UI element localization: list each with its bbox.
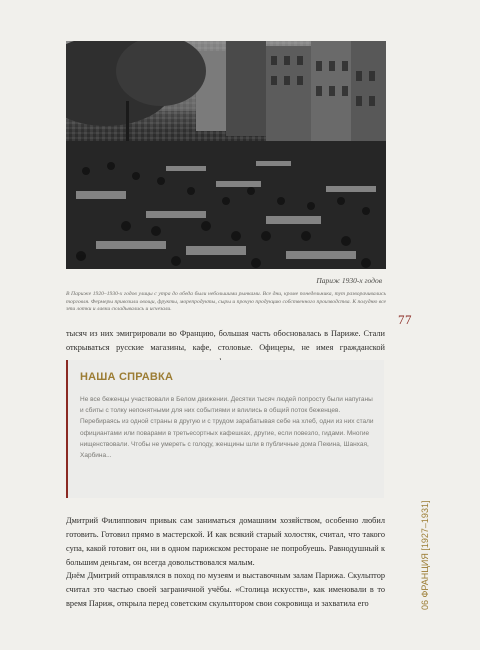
market-photo — [66, 41, 386, 269]
market-photo-art — [66, 41, 386, 269]
running-head — [420, 500, 434, 610]
reference-box — [66, 360, 384, 498]
chapter-title: ФРАНЦИЯ [1927–1931] — [420, 500, 430, 598]
reference-box-text: Не все беженцы участвовали в Белом движении. Десятки тысяч людей попросту были напуганы и сбиты с толку непонятными для них событиями и влились в общий поток беженцев. Перебираясь из одной страны в другую и с трудом зарабатывая себе на хлеб, одни из них стали официантами или поварами в третьесортных кафешках, другие, если повезло, гидами. Многие нищенствовали. Чтобы не умереть с голоду, женщины шли в публичные дома Пекина, Шанхая, Харбина... — [80, 396, 374, 460]
reference-box-accent-bar — [66, 360, 68, 498]
page-number: 77 — [398, 312, 412, 327]
chapter-number: 06 — [420, 599, 430, 610]
body-paragraph-3: Днём Дмитрий отправлялся в поход по музеям и выставочным залам Парижа. Скульптор считал это частью своей заграничной учёбы. «Столица искусств», как именовали в то время Париж, открыла перед советским скульптором свои сокровища и захватила его — [66, 571, 385, 608]
figure-caption: В Париже 1920–1930-х годов улицы с утра до обеда были небольшими рынками. Все дни, кроме понедельника, тут разворачивались торговля. Фермеры привозили овощи, фрукты, морепродукты, сыры и прочую продукцию собственного производства. К полудню все эти лотки и лавки складывались и исчезали. — [66, 291, 386, 313]
reference-box-title: НАША СПРАВКА — [80, 371, 174, 383]
body-paragraph-2: Дмитрий Филиппович привык сам заниматься домашним хозяйством, особенно любил готовить. Готовил прямо в мастерской. И как всякий старый холостяк, считал, что такого супа, какой готовит он, ни в одном парижском ресторане не попробуешь. Равнодушный к большим деньгам, он всегда довольствовался малым. — [66, 516, 385, 567]
figure-title: Париж 1930-х годов — [316, 276, 382, 285]
body-paragraph-1: тысяч из них эмигрировали во Францию, большая часть обосновалась в Париже. Стали открываться русские магазины, кафе, столовые. Офицеры, не имея гражданской — [66, 329, 385, 352]
